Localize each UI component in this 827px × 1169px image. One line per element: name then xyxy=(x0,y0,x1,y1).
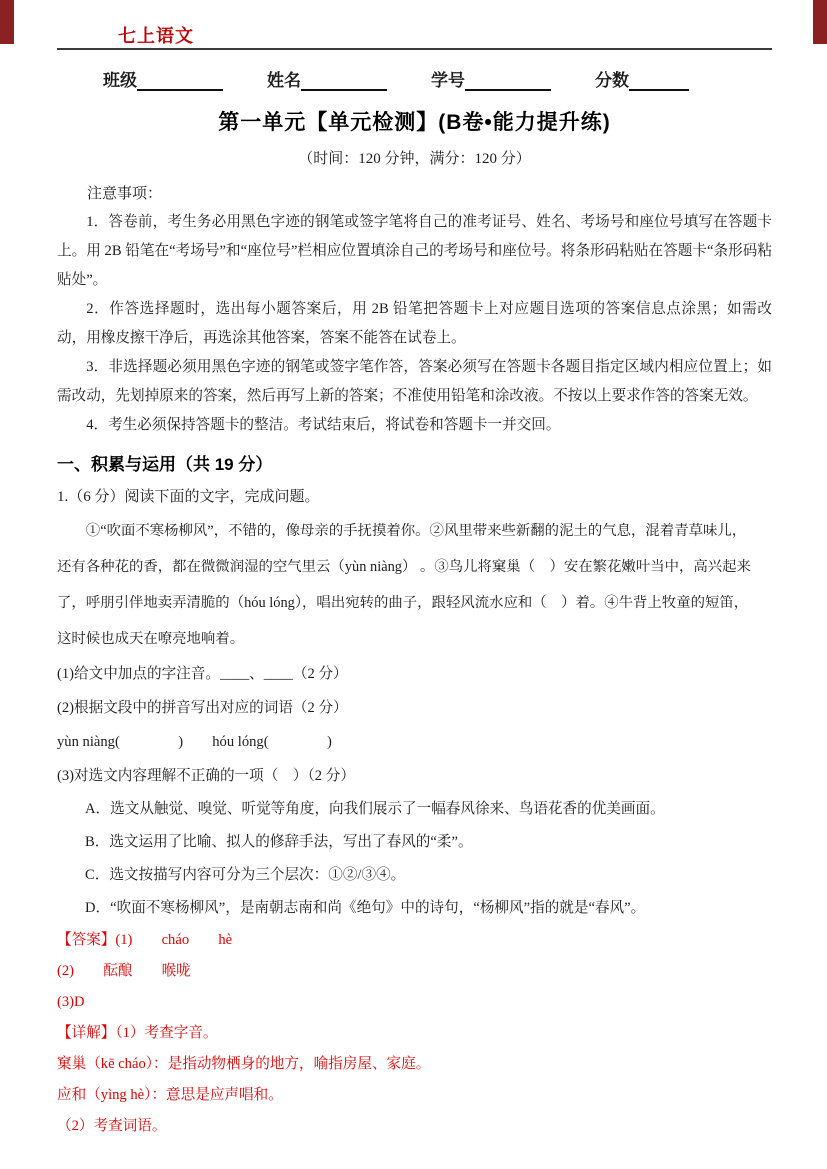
field-student-id-blank xyxy=(465,72,551,91)
explanation-line-4: （2）考查词语。 xyxy=(57,1118,167,1134)
field-score-blank xyxy=(629,72,689,91)
brand-logo: 七上语文 xyxy=(118,26,194,46)
answer-line-3: (3)D xyxy=(57,994,85,1010)
pinyin-blanks-line: yùn niàng( ) hóu lóng( ) xyxy=(57,734,332,750)
option-b: B．选文运用了比喻、拟人的修辞手法，写出了春风的“柔”。 xyxy=(85,834,473,850)
notice-item-4: 4．考生必须保持答题卡的整洁。考试结束后，将试卷和答题卡一并交回。 xyxy=(86,417,561,433)
exam-meta: （时间：120 分钟，满分：120 分） xyxy=(298,151,531,167)
field-name xyxy=(267,66,387,91)
field-name-blank xyxy=(301,72,387,91)
option-a: A．选文从触觉、嗅觉、听觉等角度，向我们展示了一幅春风徐来、鸟语花香的优美画面。 xyxy=(85,801,665,817)
field-class-label: 班级 xyxy=(103,71,137,90)
passage-line-3: 了，呼朋引伴地卖弄清脆的（hóu lóng），唱出宛转的曲子，跟轻风流水应和（ ）着。④牛背上牧童的短笛， xyxy=(57,595,749,611)
section-heading: 一、积累与运用（共 19 分） xyxy=(57,455,273,474)
header-divider xyxy=(57,48,772,50)
notice-list xyxy=(57,208,772,440)
field-class xyxy=(103,66,223,91)
notice-item-1: 1．答卷前，考生务必用黑色字迹的钢笔或签字笔将自己的准考证号、姓名、考场号和座位号填写在答题卡上。用 2B 铅笔在“考场号”和“座位号”栏相应位置填涂自己的考场号和座位号。将条形码粘贴在答题卡“条形码粘贴处”。 xyxy=(57,214,772,288)
passage-line-2: 还有各种花的香，都在微微润湿的空气里云（yùn niàng） 。③鸟儿将窠巢（ ）安在繁花嫩叶当中，高兴起来 xyxy=(57,559,751,575)
sub-question-2: (2)根据文段中的拼音写出对应的词语（2 分） xyxy=(57,700,348,716)
reading-passage xyxy=(57,513,772,657)
student-info-row xyxy=(103,66,772,91)
option-d: D．“吹面不寒杨柳风”，是南朝志南和尚《绝句》中的诗句，“杨柳风”指的就是“春风”。 xyxy=(85,900,646,916)
explanation-line-1: 【详解】（1）考查字音。 xyxy=(57,1025,218,1041)
field-name-label: 姓名 xyxy=(267,71,301,90)
field-student-id xyxy=(431,66,551,91)
field-score-label: 分数 xyxy=(595,71,629,90)
passage-line-1: ①“吹面不寒杨柳风”，不错的，像母亲的手抚摸着你。②风里带来些新翻的泥土的气息，混着青草味儿， xyxy=(85,523,747,539)
field-score xyxy=(595,66,689,91)
sub-question-1: (1)给文中加点的字注音。____、____（2 分） xyxy=(57,666,348,682)
explanation-line-3: 应和（yìng hè）：意思是应声唱和。 xyxy=(57,1087,283,1103)
notice-item-3: 3．非选择题必须用黑色字迹的钢笔或签字笔作答，答案必须写在答题卡各题目指定区域内相应位置上；如需改动，先划掉原来的答案，然后再写上新的答案；不准使用铅笔和涂改液。不按以上要求作答的答案无效。 xyxy=(57,359,772,404)
explanation-line-2: 窠巢（kē cháo）：是指动物栖身的地方，喻指房屋、家庭。 xyxy=(57,1056,431,1072)
sub-question-3: (3)对选文内容理解不正确的一项（ ）（2 分） xyxy=(57,768,355,784)
corner-tab-right xyxy=(813,0,827,44)
option-c: C．选文按描写内容可分为三个层次：①②/③④。 xyxy=(85,867,406,883)
field-class-blank xyxy=(137,72,223,91)
corner-tab-left xyxy=(0,0,14,44)
notice-heading: 注意事项： xyxy=(87,186,163,202)
choice-options xyxy=(57,793,772,925)
answer-block xyxy=(57,925,772,1142)
answer-line-2: (2) 酝酿 喉咙 xyxy=(57,963,191,979)
passage-line-4: 这时候也成天在嘹亮地响着。 xyxy=(57,631,245,647)
question-intro: 1.（6 分）阅读下面的文字，完成问题。 xyxy=(57,489,320,505)
page-title: 第一单元【单元检测】(B卷•能力提升练) xyxy=(218,111,611,134)
answer-line-1: 【答案】(1) cháo hè xyxy=(57,932,233,948)
field-student-id-label: 学号 xyxy=(431,71,465,90)
notice-item-2: 2．作答选择题时，选出每小题答案后，用 2B 铅笔把答题卡上对应题目选项的答案信息点涂黑；如需改动，用橡皮擦干净后，再选涂其他答案，答案不能答在试卷上。 xyxy=(57,301,772,346)
